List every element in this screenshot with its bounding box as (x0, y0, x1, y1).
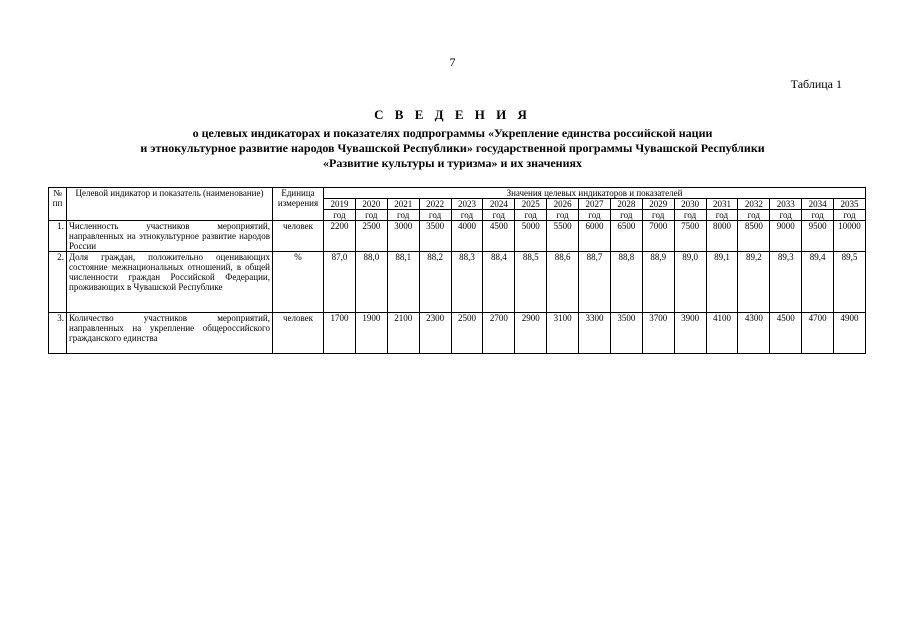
table-row (49, 313, 866, 354)
year-label: 2024 (489, 199, 508, 209)
document-subtitle-line-1: о целевых индикаторах и показателях подпрограммы «Укрепление единства российской нации (192, 126, 713, 140)
value-2020: 88,0 (355, 252, 387, 313)
year-suffix: год (324, 209, 355, 220)
unit-of-measure: % (273, 252, 324, 313)
header-year-2024 (483, 199, 515, 221)
value-2021: 2100 (387, 313, 419, 354)
year-label: 2030 (681, 199, 700, 209)
year-label: 2032 (744, 199, 763, 209)
value-2019: 87,0 (324, 252, 356, 313)
header-year-2020 (355, 199, 387, 221)
value-2024: 4500 (483, 221, 515, 252)
year-label: 2020 (362, 199, 381, 209)
value-2030: 89,0 (674, 252, 706, 313)
header-year-2032 (738, 199, 770, 221)
header-year-2035 (834, 199, 866, 221)
value-2023: 2500 (451, 313, 483, 354)
year-suffix: год (515, 209, 546, 220)
year-suffix: год (770, 209, 801, 220)
header-number: № пп (49, 188, 67, 221)
year-suffix: год (356, 209, 387, 220)
year-suffix: год (738, 209, 769, 220)
table-label: Таблица 1 (790, 77, 842, 91)
value-2021: 3000 (387, 221, 419, 252)
table-body (49, 221, 866, 354)
row-number: 3. (49, 313, 67, 354)
year-label: 2035 (840, 199, 859, 209)
year-label: 2031 (712, 199, 731, 209)
header-year-2029 (642, 199, 674, 221)
document-title: С В Е Д Е Н И Я (374, 107, 531, 122)
value-2033: 89,3 (770, 252, 802, 313)
value-2025: 2900 (515, 313, 547, 354)
year-label: 2021 (394, 199, 413, 209)
year-suffix: год (420, 209, 451, 220)
year-suffix: год (834, 209, 865, 220)
value-2031: 8000 (706, 221, 738, 252)
header-year-2021 (387, 199, 419, 221)
unit-of-measure: человек (273, 313, 324, 354)
year-suffix: год (675, 209, 706, 220)
year-suffix: год (483, 209, 514, 220)
year-suffix: год (707, 209, 738, 220)
document-heading (0, 107, 905, 171)
year-label: 2023 (457, 199, 476, 209)
header-year-2034 (802, 199, 834, 221)
value-2021: 88,1 (387, 252, 419, 313)
value-2030: 3900 (674, 313, 706, 354)
year-label: 2033 (776, 199, 795, 209)
year-suffix: год (643, 209, 674, 220)
year-suffix: год (611, 209, 642, 220)
header-year-2025 (515, 199, 547, 221)
year-suffix: год (388, 209, 419, 220)
value-2024: 2700 (483, 313, 515, 354)
value-2022: 3500 (419, 221, 451, 252)
value-2032: 89,2 (738, 252, 770, 313)
value-2026: 5500 (547, 221, 579, 252)
value-2027: 6000 (579, 221, 611, 252)
value-2031: 89,1 (706, 252, 738, 313)
row-number: 2. (49, 252, 67, 313)
value-2033: 4500 (770, 313, 802, 354)
year-suffix: год (579, 209, 610, 220)
value-2030: 7500 (674, 221, 706, 252)
year-label: 2025 (521, 199, 540, 209)
value-2020: 2500 (355, 221, 387, 252)
value-2029: 7000 (642, 221, 674, 252)
header-year-2027 (579, 199, 611, 221)
year-suffix: год (547, 209, 578, 220)
value-2035: 4900 (834, 313, 866, 354)
value-2023: 88,3 (451, 252, 483, 313)
value-2028: 3500 (610, 313, 642, 354)
year-suffix: год (452, 209, 483, 220)
row-number: 1. (49, 221, 67, 252)
year-label: 2022 (426, 199, 445, 209)
value-2025: 5000 (515, 221, 547, 252)
indicator-name: Доля граждан, положительно оценивающих состояние межнациональных отношений, в общей численности граждан Российской Федерации, проживающих в Чувашской Республике (67, 252, 273, 313)
value-2032: 4300 (738, 313, 770, 354)
indicators-table (48, 187, 866, 354)
header-year-2023 (451, 199, 483, 221)
header-indicator-name: Целевой индикатор и показатель (наименование) (67, 188, 273, 221)
year-label: 2026 (553, 199, 572, 209)
table-row (49, 252, 866, 313)
indicator-name: Численность участников мероприятий, направленных на этнокультурное развитие народов России (67, 221, 273, 252)
value-2020: 1900 (355, 313, 387, 354)
year-label: 2028 (617, 199, 636, 209)
year-label: 2027 (585, 199, 604, 209)
value-2033: 9000 (770, 221, 802, 252)
value-2034: 9500 (802, 221, 834, 252)
page-number: 7 (449, 55, 456, 69)
value-2028: 6500 (610, 221, 642, 252)
table-row (49, 221, 866, 252)
header-year-2022 (419, 199, 451, 221)
document-subtitle-line-2: и этнокультурное развитие народов Чувашской Республики» государственной программы Чувашской Республики (140, 141, 765, 155)
value-2022: 2300 (419, 313, 451, 354)
unit-of-measure: человек (273, 221, 324, 252)
value-2032: 8500 (738, 221, 770, 252)
value-2026: 3100 (547, 313, 579, 354)
header-year-2019 (324, 199, 356, 221)
value-2019: 1700 (324, 313, 356, 354)
value-2034: 89,4 (802, 252, 834, 313)
indicator-name: Количество участников мероприятий, направленных на укрепление общероссийского гражданского единства (67, 313, 273, 354)
header-values-group: Значения целевых индикаторов и показателей (324, 188, 866, 199)
header-year-2026 (547, 199, 579, 221)
value-2025: 88,5 (515, 252, 547, 313)
value-2028: 88,8 (610, 252, 642, 313)
table-header-row (49, 188, 866, 199)
value-2035: 89,5 (834, 252, 866, 313)
header-year-2030 (674, 199, 706, 221)
year-label: 2019 (330, 199, 349, 209)
year-suffix: год (802, 209, 833, 220)
value-2019: 2200 (324, 221, 356, 252)
value-2029: 88,9 (642, 252, 674, 313)
header-year-2031 (706, 199, 738, 221)
value-2026: 88,6 (547, 252, 579, 313)
value-2035: 10000 (834, 221, 866, 252)
value-2027: 3300 (579, 313, 611, 354)
year-label: 2034 (808, 199, 827, 209)
header-year-2033 (770, 199, 802, 221)
value-2034: 4700 (802, 313, 834, 354)
value-2024: 88,4 (483, 252, 515, 313)
header-year-2028 (610, 199, 642, 221)
value-2023: 4000 (451, 221, 483, 252)
value-2029: 3700 (642, 313, 674, 354)
document-subtitle-line-3: «Развитие культуры и туризма» и их значениях (322, 156, 582, 170)
value-2022: 88,2 (419, 252, 451, 313)
value-2027: 88,7 (579, 252, 611, 313)
value-2031: 4100 (706, 313, 738, 354)
year-label: 2029 (649, 199, 668, 209)
header-unit: Единица измерения (273, 188, 324, 221)
